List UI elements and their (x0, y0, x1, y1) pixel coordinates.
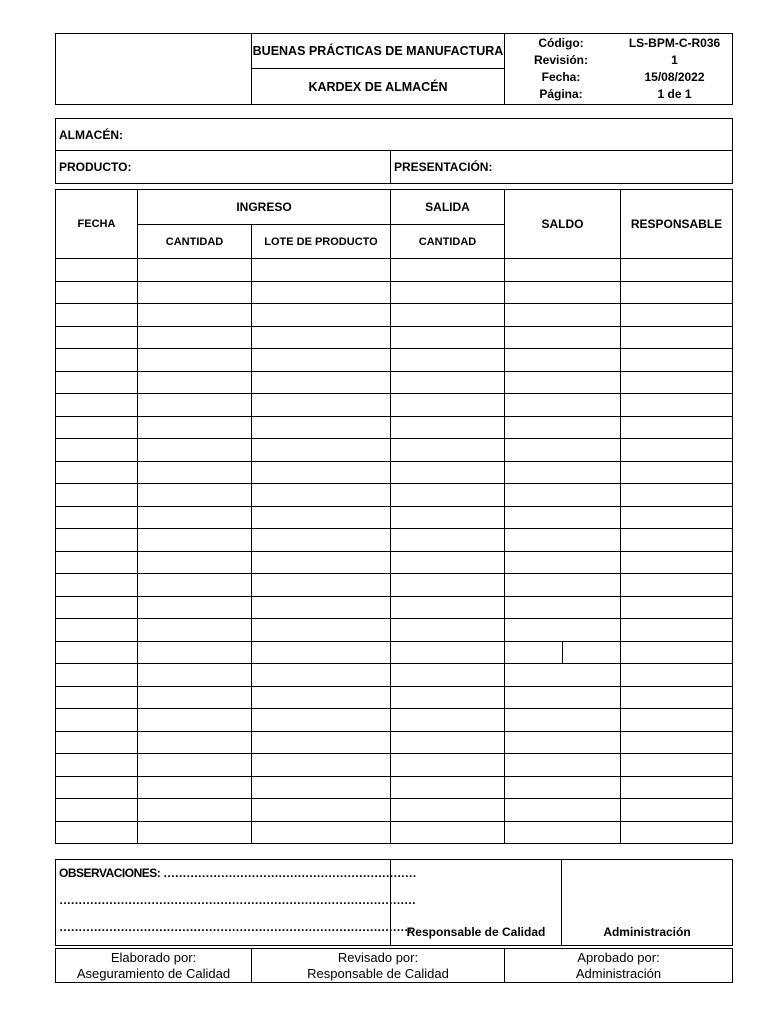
cell-fecha[interactable] (56, 709, 138, 732)
cell-responsable[interactable] (621, 821, 733, 844)
cell-lote[interactable] (252, 461, 391, 484)
cell-fecha[interactable] (56, 754, 138, 777)
cell-cantidad-salida[interactable] (391, 394, 505, 417)
table-row (56, 821, 733, 844)
cell-lote[interactable] (252, 259, 391, 282)
table-row (56, 709, 733, 732)
almacen-label: ALMACÉN: (59, 127, 123, 142)
column-header-cantidad-ingreso: CANTIDAD (138, 225, 252, 259)
cell-saldo[interactable] (505, 709, 621, 732)
cell-cantidad-salida[interactable] (391, 349, 505, 372)
cell-saldo[interactable] (505, 686, 621, 709)
cell-cantidad-salida[interactable] (391, 416, 505, 439)
revisado-label: Revisado por: (337, 949, 419, 965)
cell-saldo[interactable] (505, 394, 621, 417)
cell-cantidad-salida[interactable] (391, 754, 505, 777)
column-header-lote: LOTE DE PRODUCTO (252, 225, 391, 259)
presentacion-label: PRESENTACIÓN: (394, 160, 493, 174)
table-row (56, 686, 733, 709)
cell-fecha[interactable] (56, 821, 138, 844)
meta-label-codigo: Código: (538, 36, 584, 50)
document-header (55, 33, 733, 105)
cell-saldo[interactable] (505, 619, 621, 642)
cell-responsable[interactable] (621, 371, 733, 394)
cell-cantidad-salida[interactable] (391, 619, 505, 642)
cell-lote[interactable] (252, 709, 391, 732)
column-header-saldo: SALDO (505, 190, 621, 259)
cell-fecha[interactable] (56, 596, 138, 619)
cell-responsable[interactable] (621, 304, 733, 327)
table-row (56, 776, 733, 799)
cell-lote[interactable] (252, 731, 391, 754)
cell-cantidad-ingreso[interactable] (138, 709, 252, 732)
document-meta (505, 34, 733, 105)
cell-saldo[interactable] (505, 416, 621, 439)
cell-cantidad-salida[interactable] (391, 709, 505, 732)
cell-cantidad-ingreso[interactable] (138, 574, 252, 597)
meta-value-revision: 1 (671, 53, 678, 67)
observations-dots-1: ………………………………………………………… (163, 866, 417, 880)
cell-fecha[interactable] (56, 664, 138, 687)
observations-label: OBSERVACIONES: (59, 866, 161, 880)
cell-cantidad-ingreso[interactable] (138, 506, 252, 529)
cell-cantidad-salida[interactable] (391, 664, 505, 687)
cell-cantidad-salida[interactable] (391, 259, 505, 282)
cell-lote[interactable] (252, 349, 391, 372)
cell-responsable[interactable] (621, 754, 733, 777)
cell-cantidad-salida[interactable] (391, 686, 505, 709)
cell-lote[interactable] (252, 484, 391, 507)
cell-lote[interactable] (252, 551, 391, 574)
cell-fecha[interactable] (56, 439, 138, 462)
cell-fecha[interactable] (56, 416, 138, 439)
column-header-salida: SALIDA (391, 190, 505, 225)
cell-saldo[interactable] (505, 731, 621, 754)
column-header-ingreso: INGRESO (138, 190, 391, 225)
cell-lote[interactable] (252, 821, 391, 844)
cell-fecha[interactable] (56, 529, 138, 552)
cell-cantidad-salida[interactable] (391, 484, 505, 507)
cell-fecha[interactable] (56, 484, 138, 507)
table-row (56, 281, 733, 304)
producto-field[interactable] (56, 151, 391, 184)
cell-cantidad-ingreso[interactable] (138, 664, 252, 687)
meta-value-codigo: LS-BPM-C-R036 (628, 36, 721, 50)
cell-cantidad-ingreso[interactable] (138, 529, 252, 552)
cell-responsable[interactable] (621, 349, 733, 372)
cell-responsable[interactable] (621, 731, 733, 754)
cell-lote[interactable] (252, 799, 391, 822)
document-title-bottom: KARDEX DE ALMACÉN (252, 69, 505, 105)
cell-responsable[interactable] (621, 281, 733, 304)
signature-administracion[interactable]: Administración (562, 860, 733, 946)
table-row (56, 304, 733, 327)
cell-cantidad-ingreso[interactable] (138, 304, 252, 327)
column-header-responsable: RESPONSABLE (621, 190, 733, 259)
cell-cantidad-ingreso[interactable] (138, 641, 252, 664)
cell-lote[interactable] (252, 641, 391, 664)
cell-fecha[interactable] (56, 551, 138, 574)
cell-saldo-extra[interactable] (563, 641, 621, 664)
document-title-top: BUENAS PRÁCTICAS DE MANUFACTURA (252, 34, 505, 69)
cell-saldo[interactable] (505, 664, 621, 687)
cell-saldo[interactable] (505, 506, 621, 529)
cell-fecha[interactable] (56, 281, 138, 304)
table-row (56, 529, 733, 552)
table-row (56, 259, 733, 282)
cell-cantidad-ingreso[interactable] (138, 686, 252, 709)
column-header-cantidad-salida: CANTIDAD (391, 225, 505, 259)
cell-fecha[interactable] (56, 686, 138, 709)
cell-lote[interactable] (252, 439, 391, 462)
cell-saldo[interactable] (505, 754, 621, 777)
cell-cantidad-ingreso[interactable] (138, 394, 252, 417)
cell-saldo[interactable] (505, 821, 621, 844)
cell-lote[interactable] (252, 529, 391, 552)
cell-cantidad-ingreso[interactable] (138, 349, 252, 372)
cell-fecha[interactable] (56, 506, 138, 529)
cell-responsable[interactable] (621, 394, 733, 417)
revisado-cell (252, 949, 505, 983)
observations-dots-3: ………………………………………………………………………………… (59, 920, 416, 934)
cell-fecha[interactable] (56, 641, 138, 664)
cell-saldo[interactable] (505, 326, 621, 349)
kardex-table (55, 189, 733, 844)
cell-cantidad-ingreso[interactable] (138, 484, 252, 507)
cell-lote[interactable] (252, 326, 391, 349)
cell-saldo[interactable] (505, 259, 621, 282)
table-row (56, 664, 733, 687)
cell-saldo[interactable] (505, 461, 621, 484)
cell-cantidad-ingreso[interactable] (138, 551, 252, 574)
cell-saldo[interactable] (505, 596, 621, 619)
cell-lote[interactable] (252, 619, 391, 642)
observations-dots-2: ………………………………………………………………………………… (59, 893, 416, 907)
cell-responsable[interactable] (621, 416, 733, 439)
table-row (56, 394, 733, 417)
cell-fecha[interactable] (56, 799, 138, 822)
cell-responsable[interactable] (621, 551, 733, 574)
table-row (56, 506, 733, 529)
cell-saldo[interactable] (505, 439, 621, 462)
table-row (56, 349, 733, 372)
table-row (56, 461, 733, 484)
cell-cantidad-salida[interactable] (391, 799, 505, 822)
cell-responsable[interactable] (621, 484, 733, 507)
cell-cantidad-ingreso[interactable] (138, 776, 252, 799)
cell-lote[interactable] (252, 416, 391, 439)
cell-responsable[interactable] (621, 596, 733, 619)
cell-saldo[interactable] (505, 641, 563, 664)
cell-cantidad-salida[interactable] (391, 641, 505, 664)
cell-cantidad-ingreso[interactable] (138, 416, 252, 439)
cell-cantidad-salida[interactable] (391, 596, 505, 619)
cell-cantidad-ingreso[interactable] (138, 326, 252, 349)
cell-cantidad-salida[interactable] (391, 574, 505, 597)
cell-cantidad-salida[interactable] (391, 304, 505, 327)
cell-saldo[interactable] (505, 484, 621, 507)
meta-value-pagina: 1 de 1 (657, 87, 692, 101)
elaborado-cell (56, 949, 252, 983)
table-row (56, 551, 733, 574)
cell-responsable[interactable] (621, 619, 733, 642)
table-row (56, 731, 733, 754)
cell-fecha[interactable] (56, 371, 138, 394)
observations-section (55, 859, 733, 946)
table-row (56, 596, 733, 619)
cell-responsable[interactable] (621, 641, 733, 664)
cell-lote[interactable] (252, 394, 391, 417)
column-header-fecha: FECHA (56, 190, 138, 259)
table-row (56, 371, 733, 394)
revisado-value: Responsable de Calidad (307, 965, 449, 981)
cell-fecha[interactable] (56, 619, 138, 642)
cell-cantidad-salida[interactable] (391, 439, 505, 462)
cell-responsable[interactable] (621, 709, 733, 732)
product-info (55, 118, 733, 184)
cell-saldo[interactable] (505, 529, 621, 552)
cell-responsable[interactable] (621, 799, 733, 822)
table-row (56, 754, 733, 777)
cell-lote[interactable] (252, 506, 391, 529)
cell-cantidad-ingreso[interactable] (138, 799, 252, 822)
cell-responsable[interactable] (621, 326, 733, 349)
cell-lote[interactable] (252, 776, 391, 799)
cell-cantidad-ingreso[interactable] (138, 619, 252, 642)
cell-lote[interactable] (252, 664, 391, 687)
meta-label-revision: Revisión: (533, 53, 588, 67)
approval-footer (55, 948, 733, 983)
cell-lote[interactable] (252, 281, 391, 304)
cell-cantidad-salida[interactable] (391, 821, 505, 844)
table-row (56, 641, 733, 664)
cell-fecha[interactable] (56, 461, 138, 484)
meta-label-pagina: Página: (539, 87, 583, 101)
cell-fecha[interactable] (56, 394, 138, 417)
cell-cantidad-ingreso[interactable] (138, 821, 252, 844)
producto-label: PRODUCTO: (59, 160, 132, 174)
almacen-field[interactable] (56, 119, 733, 151)
cell-cantidad-salida[interactable] (391, 551, 505, 574)
cell-cantidad-ingreso[interactable] (138, 731, 252, 754)
cell-saldo[interactable] (505, 281, 621, 304)
cell-cantidad-salida[interactable] (391, 461, 505, 484)
cell-responsable[interactable] (621, 574, 733, 597)
cell-cantidad-salida[interactable] (391, 776, 505, 799)
table-row (56, 439, 733, 462)
cell-fecha[interactable] (56, 776, 138, 799)
meta-label-fecha: Fecha: (541, 70, 581, 84)
cell-fecha[interactable] (56, 574, 138, 597)
signature-calidad[interactable]: Responsable de Calidad (391, 860, 562, 946)
cell-cantidad-ingreso[interactable] (138, 281, 252, 304)
elaborado-label: Elaborado por: (110, 949, 197, 965)
cell-cantidad-salida[interactable] (391, 326, 505, 349)
elaborado-value: Aseguramiento de Calidad (76, 965, 231, 981)
cell-lote[interactable] (252, 686, 391, 709)
cell-fecha[interactable] (56, 259, 138, 282)
table-row (56, 619, 733, 642)
cell-responsable[interactable] (621, 506, 733, 529)
aprobado-cell (505, 949, 733, 983)
cell-cantidad-salida[interactable] (391, 281, 505, 304)
cell-responsable[interactable] (621, 439, 733, 462)
cell-cantidad-ingreso[interactable] (138, 371, 252, 394)
cell-lote[interactable] (252, 596, 391, 619)
cell-cantidad-salida[interactable] (391, 506, 505, 529)
cell-responsable[interactable] (621, 776, 733, 799)
table-row (56, 574, 733, 597)
cell-lote[interactable] (252, 304, 391, 327)
cell-fecha[interactable] (56, 731, 138, 754)
cell-fecha[interactable] (56, 349, 138, 372)
table-row (56, 484, 733, 507)
cell-cantidad-salida[interactable] (391, 371, 505, 394)
cell-lote[interactable] (252, 574, 391, 597)
cell-responsable[interactable] (621, 529, 733, 552)
observations-field[interactable] (56, 860, 417, 946)
table-row (56, 799, 733, 822)
cell-cantidad-ingreso[interactable] (138, 439, 252, 462)
cell-cantidad-ingreso[interactable] (138, 259, 252, 282)
cell-fecha[interactable] (56, 326, 138, 349)
cell-lote[interactable] (252, 754, 391, 777)
cell-fecha[interactable] (56, 304, 138, 327)
cell-saldo[interactable] (505, 574, 621, 597)
cell-cantidad-ingreso[interactable] (138, 461, 252, 484)
cell-saldo[interactable] (505, 776, 621, 799)
logo-area (56, 34, 252, 105)
cell-cantidad-salida[interactable] (391, 529, 505, 552)
cell-responsable[interactable] (621, 461, 733, 484)
cell-saldo[interactable] (505, 349, 621, 372)
aprobado-label: Aprobado por: (577, 949, 660, 965)
cell-cantidad-salida[interactable] (391, 731, 505, 754)
cell-cantidad-ingreso[interactable] (138, 754, 252, 777)
cell-saldo[interactable] (505, 799, 621, 822)
meta-value-fecha: 15/08/2022 (644, 70, 705, 84)
cell-responsable[interactable] (621, 259, 733, 282)
cell-saldo[interactable] (505, 551, 621, 574)
cell-responsable[interactable] (621, 664, 733, 687)
table-row (56, 416, 733, 439)
cell-saldo[interactable] (505, 304, 621, 327)
cell-cantidad-ingreso[interactable] (138, 596, 252, 619)
cell-lote[interactable] (252, 371, 391, 394)
cell-responsable[interactable] (621, 686, 733, 709)
aprobado-value: Administración (575, 965, 662, 981)
table-row (56, 326, 733, 349)
presentacion-field[interactable] (391, 151, 733, 184)
cell-saldo[interactable] (505, 371, 621, 394)
